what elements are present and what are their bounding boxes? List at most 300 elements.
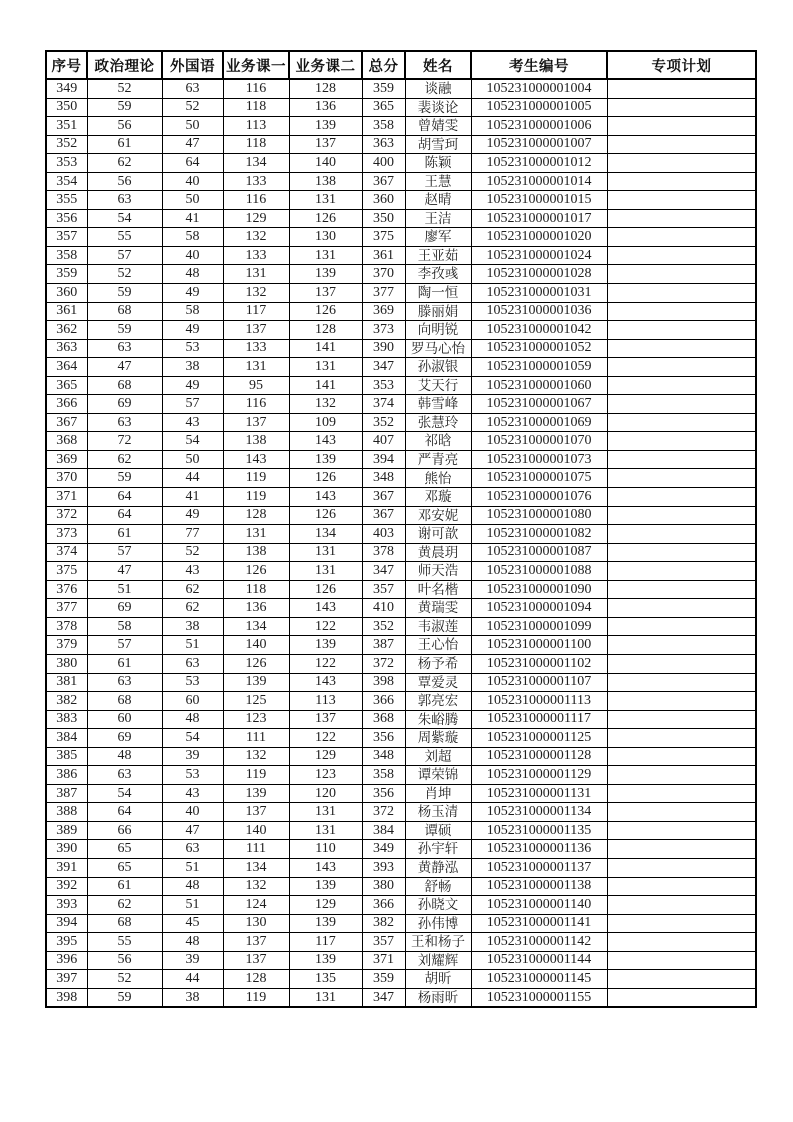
cell-course1-score: 131	[223, 358, 289, 377]
cell-foreign-language-score: 44	[162, 469, 223, 488]
cell-course1-score: 132	[223, 228, 289, 247]
cell-candidate-name: 孙伟博	[405, 914, 471, 933]
cell-candidate-name: 廖军	[405, 228, 471, 247]
cell-foreign-language-score: 43	[162, 784, 223, 803]
cell-politics-score: 54	[87, 784, 162, 803]
cell-special-plan	[607, 172, 756, 191]
cell-candidate-id: 105231000001015	[471, 191, 607, 210]
cell-foreign-language-score: 48	[162, 933, 223, 952]
cell-foreign-language-score: 50	[162, 191, 223, 210]
cell-politics-score: 61	[87, 654, 162, 673]
cell-foreign-language-score: 58	[162, 302, 223, 321]
cell-total-score: 394	[362, 450, 405, 469]
cell-special-plan	[607, 988, 756, 1007]
cell-foreign-language-score: 43	[162, 413, 223, 432]
cell-special-plan	[607, 358, 756, 377]
cell-serial: 364	[46, 358, 87, 377]
cell-course2-score: 139	[289, 877, 362, 896]
cell-special-plan	[607, 228, 756, 247]
table-row	[46, 265, 756, 284]
cell-total-score: 349	[362, 840, 405, 859]
cell-course2-score: 126	[289, 302, 362, 321]
cell-total-score: 378	[362, 543, 405, 562]
cell-course2-score: 132	[289, 395, 362, 414]
cell-course1-score: 124	[223, 896, 289, 915]
table-row	[46, 228, 756, 247]
cell-special-plan	[607, 413, 756, 432]
cell-special-plan	[607, 784, 756, 803]
cell-total-score: 398	[362, 673, 405, 692]
cell-foreign-language-score: 48	[162, 710, 223, 729]
cell-serial: 377	[46, 599, 87, 618]
cell-candidate-name: 熊怡	[405, 469, 471, 488]
cell-course2-score: 122	[289, 654, 362, 673]
cell-politics-score: 55	[87, 228, 162, 247]
table-row	[46, 710, 756, 729]
cell-serial: 349	[46, 79, 87, 98]
cell-candidate-id: 105231000001004	[471, 79, 607, 98]
cell-course2-score: 138	[289, 172, 362, 191]
cell-serial: 370	[46, 469, 87, 488]
cell-candidate-name: 肖坤	[405, 784, 471, 803]
cell-candidate-name: 杨雨昕	[405, 988, 471, 1007]
cell-candidate-id: 105231000001128	[471, 747, 607, 766]
cell-candidate-name: 王亚茹	[405, 246, 471, 265]
cell-special-plan	[607, 506, 756, 525]
table-row	[46, 636, 756, 655]
cell-special-plan	[607, 766, 756, 785]
cell-candidate-id: 105231000001125	[471, 729, 607, 748]
cell-foreign-language-score: 53	[162, 766, 223, 785]
cell-course1-score: 113	[223, 117, 289, 136]
cell-special-plan	[607, 821, 756, 840]
cell-serial: 393	[46, 896, 87, 915]
cell-candidate-id: 105231000001144	[471, 951, 607, 970]
cell-course1-score: 132	[223, 747, 289, 766]
cell-serial: 385	[46, 747, 87, 766]
cell-candidate-name: 邓璇	[405, 488, 471, 507]
table-row	[46, 488, 756, 507]
cell-course2-score: 139	[289, 951, 362, 970]
cell-candidate-name: 胡雪珂	[405, 135, 471, 154]
column-header-foreign-language: 外国语	[162, 51, 223, 79]
cell-politics-score: 59	[87, 321, 162, 340]
cell-candidate-name: 陈颖	[405, 154, 471, 173]
cell-serial: 386	[46, 766, 87, 785]
cell-total-score: 375	[362, 228, 405, 247]
cell-politics-score: 57	[87, 636, 162, 655]
cell-serial: 374	[46, 543, 87, 562]
cell-course1-score: 126	[223, 562, 289, 581]
cell-candidate-name: 王洁	[405, 209, 471, 228]
cell-course1-score: 137	[223, 413, 289, 432]
cell-course2-score: 109	[289, 413, 362, 432]
cell-course1-score: 111	[223, 729, 289, 748]
cell-special-plan	[607, 79, 756, 98]
cell-candidate-name: 李孜彧	[405, 265, 471, 284]
cell-course2-score: 143	[289, 858, 362, 877]
cell-politics-score: 54	[87, 209, 162, 228]
cell-course2-score: 113	[289, 692, 362, 711]
cell-course1-score: 137	[223, 321, 289, 340]
cell-foreign-language-score: 62	[162, 599, 223, 618]
cell-candidate-name: 陶一恒	[405, 284, 471, 303]
cell-course1-score: 132	[223, 877, 289, 896]
cell-candidate-name: 严青亮	[405, 450, 471, 469]
column-header-course2: 业务课二	[289, 51, 362, 79]
cell-candidate-id: 105231000001131	[471, 784, 607, 803]
cell-politics-score: 72	[87, 432, 162, 451]
cell-politics-score: 47	[87, 562, 162, 581]
cell-candidate-name: 杨予希	[405, 654, 471, 673]
cell-candidate-id: 105231000001102	[471, 654, 607, 673]
exam-score-table	[45, 50, 757, 1008]
cell-course1-score: 139	[223, 784, 289, 803]
cell-foreign-language-score: 47	[162, 135, 223, 154]
cell-serial: 380	[46, 654, 87, 673]
cell-politics-score: 69	[87, 729, 162, 748]
cell-course2-score: 126	[289, 469, 362, 488]
cell-candidate-name: 谢可歆	[405, 525, 471, 544]
cell-course2-score: 139	[289, 450, 362, 469]
cell-serial: 356	[46, 209, 87, 228]
cell-total-score: 357	[362, 580, 405, 599]
cell-course1-score: 131	[223, 265, 289, 284]
cell-total-score: 366	[362, 692, 405, 711]
table-row	[46, 79, 756, 98]
table-row	[46, 933, 756, 952]
cell-total-score: 373	[362, 321, 405, 340]
table-row	[46, 172, 756, 191]
cell-total-score: 372	[362, 654, 405, 673]
cell-candidate-id: 105231000001069	[471, 413, 607, 432]
cell-politics-score: 64	[87, 506, 162, 525]
cell-total-score: 365	[362, 98, 405, 117]
cell-candidate-name: 胡昕	[405, 970, 471, 989]
cell-special-plan	[607, 933, 756, 952]
cell-total-score: 410	[362, 599, 405, 618]
cell-course1-score: 138	[223, 432, 289, 451]
cell-total-score: 356	[362, 784, 405, 803]
cell-special-plan	[607, 209, 756, 228]
cell-course1-score: 117	[223, 302, 289, 321]
cell-candidate-id: 105231000001028	[471, 265, 607, 284]
cell-foreign-language-score: 51	[162, 636, 223, 655]
cell-candidate-id: 105231000001094	[471, 599, 607, 618]
cell-foreign-language-score: 39	[162, 747, 223, 766]
cell-special-plan	[607, 432, 756, 451]
table-row	[46, 562, 756, 581]
cell-politics-score: 69	[87, 395, 162, 414]
cell-course2-score: 129	[289, 896, 362, 915]
cell-serial: 389	[46, 821, 87, 840]
table-row	[46, 692, 756, 711]
cell-course1-score: 116	[223, 191, 289, 210]
table-row	[46, 302, 756, 321]
cell-total-score: 370	[362, 265, 405, 284]
cell-candidate-id: 105231000001137	[471, 858, 607, 877]
cell-foreign-language-score: 47	[162, 821, 223, 840]
cell-course1-score: 137	[223, 803, 289, 822]
cell-special-plan	[607, 246, 756, 265]
cell-candidate-name: 郭亮宏	[405, 692, 471, 711]
cell-candidate-id: 105231000001042	[471, 321, 607, 340]
cell-candidate-name: 覃爱灵	[405, 673, 471, 692]
cell-foreign-language-score: 40	[162, 246, 223, 265]
cell-course1-score: 118	[223, 98, 289, 117]
cell-special-plan	[607, 450, 756, 469]
cell-candidate-name: 谭荣锦	[405, 766, 471, 785]
cell-serial: 387	[46, 784, 87, 803]
cell-special-plan	[607, 747, 756, 766]
cell-serial: 395	[46, 933, 87, 952]
cell-serial: 368	[46, 432, 87, 451]
cell-candidate-name: 黄静泓	[405, 858, 471, 877]
cell-foreign-language-score: 39	[162, 951, 223, 970]
cell-politics-score: 51	[87, 580, 162, 599]
cell-serial: 388	[46, 803, 87, 822]
cell-foreign-language-score: 51	[162, 896, 223, 915]
cell-politics-score: 65	[87, 858, 162, 877]
table-row	[46, 858, 756, 877]
cell-politics-score: 68	[87, 376, 162, 395]
cell-total-score: 407	[362, 432, 405, 451]
cell-total-score: 367	[362, 506, 405, 525]
cell-special-plan	[607, 154, 756, 173]
cell-total-score: 403	[362, 525, 405, 544]
cell-course1-score: 118	[223, 135, 289, 154]
column-header-candidate-id: 考生编号	[471, 51, 607, 79]
cell-total-score: 369	[362, 302, 405, 321]
cell-serial: 373	[46, 525, 87, 544]
cell-course1-score: 134	[223, 858, 289, 877]
cell-total-score: 348	[362, 469, 405, 488]
cell-course1-score: 125	[223, 692, 289, 711]
cell-course2-score: 126	[289, 506, 362, 525]
table-row	[46, 766, 756, 785]
cell-candidate-id: 105231000001017	[471, 209, 607, 228]
table-row	[46, 117, 756, 136]
cell-special-plan	[607, 395, 756, 414]
cell-total-score: 347	[362, 988, 405, 1007]
cell-course2-score: 143	[289, 673, 362, 692]
cell-special-plan	[607, 302, 756, 321]
cell-candidate-id: 105231000001117	[471, 710, 607, 729]
table-row	[46, 246, 756, 265]
cell-special-plan	[607, 673, 756, 692]
cell-candidate-name: 黄瑞雯	[405, 599, 471, 618]
cell-politics-score: 52	[87, 970, 162, 989]
cell-candidate-id: 105231000001082	[471, 525, 607, 544]
cell-course1-score: 143	[223, 450, 289, 469]
cell-special-plan	[607, 339, 756, 358]
cell-foreign-language-score: 50	[162, 450, 223, 469]
cell-course2-score: 128	[289, 321, 362, 340]
cell-serial: 394	[46, 914, 87, 933]
cell-candidate-name: 孙晓文	[405, 896, 471, 915]
cell-serial: 350	[46, 98, 87, 117]
cell-candidate-name: 师天浩	[405, 562, 471, 581]
cell-serial: 369	[46, 450, 87, 469]
cell-foreign-language-score: 53	[162, 339, 223, 358]
table-row	[46, 988, 756, 1007]
cell-foreign-language-score: 41	[162, 488, 223, 507]
cell-politics-score: 64	[87, 803, 162, 822]
cell-course2-score: 139	[289, 914, 362, 933]
cell-course2-score: 129	[289, 747, 362, 766]
cell-foreign-language-score: 50	[162, 117, 223, 136]
table-row	[46, 673, 756, 692]
cell-total-score: 384	[362, 821, 405, 840]
cell-candidate-id: 105231000001020	[471, 228, 607, 247]
cell-course2-score: 141	[289, 376, 362, 395]
cell-candidate-id: 105231000001059	[471, 358, 607, 377]
cell-special-plan	[607, 914, 756, 933]
cell-course1-score: 137	[223, 933, 289, 952]
cell-foreign-language-score: 77	[162, 525, 223, 544]
cell-candidate-name: 刘耀辉	[405, 951, 471, 970]
cell-candidate-name: 滕丽娟	[405, 302, 471, 321]
cell-foreign-language-score: 51	[162, 858, 223, 877]
cell-course2-score: 131	[289, 246, 362, 265]
table-row	[46, 784, 756, 803]
table-row	[46, 599, 756, 618]
table-header-row	[46, 51, 756, 79]
table-row	[46, 191, 756, 210]
cell-course2-score: 131	[289, 358, 362, 377]
cell-special-plan	[607, 321, 756, 340]
cell-foreign-language-score: 38	[162, 988, 223, 1007]
cell-serial: 355	[46, 191, 87, 210]
cell-candidate-name: 舒畅	[405, 877, 471, 896]
cell-serial: 372	[46, 506, 87, 525]
cell-course1-score: 133	[223, 172, 289, 191]
cell-candidate-id: 105231000001080	[471, 506, 607, 525]
cell-candidate-name: 王慧	[405, 172, 471, 191]
cell-special-plan	[607, 191, 756, 210]
table-row	[46, 729, 756, 748]
cell-special-plan	[607, 98, 756, 117]
cell-foreign-language-score: 38	[162, 617, 223, 636]
table-row	[46, 580, 756, 599]
cell-course1-score: 123	[223, 710, 289, 729]
table-row	[46, 98, 756, 117]
cell-serial: 379	[46, 636, 87, 655]
cell-course2-score: 143	[289, 432, 362, 451]
cell-course2-score: 141	[289, 339, 362, 358]
cell-candidate-name: 罗马心怡	[405, 339, 471, 358]
cell-candidate-name: 曾婧雯	[405, 117, 471, 136]
cell-foreign-language-score: 54	[162, 729, 223, 748]
cell-total-score: 347	[362, 358, 405, 377]
cell-candidate-id: 105231000001073	[471, 450, 607, 469]
cell-special-plan	[607, 951, 756, 970]
cell-candidate-id: 105231000001142	[471, 933, 607, 952]
cell-course1-score: 119	[223, 988, 289, 1007]
cell-total-score: 357	[362, 933, 405, 952]
table-row	[46, 877, 756, 896]
cell-course1-score: 95	[223, 376, 289, 395]
cell-total-score: 347	[362, 562, 405, 581]
cell-total-score: 358	[362, 766, 405, 785]
cell-candidate-name: 邓安妮	[405, 506, 471, 525]
cell-politics-score: 68	[87, 914, 162, 933]
cell-serial: 383	[46, 710, 87, 729]
cell-serial: 353	[46, 154, 87, 173]
table-row	[46, 284, 756, 303]
cell-foreign-language-score: 58	[162, 228, 223, 247]
cell-course2-score: 123	[289, 766, 362, 785]
column-header-name: 姓名	[405, 51, 471, 79]
cell-special-plan	[607, 803, 756, 822]
cell-candidate-name: 周紫璇	[405, 729, 471, 748]
cell-special-plan	[607, 896, 756, 915]
table-row	[46, 896, 756, 915]
cell-candidate-id: 105231000001113	[471, 692, 607, 711]
cell-total-score: 353	[362, 376, 405, 395]
cell-serial: 360	[46, 284, 87, 303]
table-body	[46, 79, 756, 1007]
cell-foreign-language-score: 54	[162, 432, 223, 451]
cell-politics-score: 56	[87, 117, 162, 136]
cell-foreign-language-score: 49	[162, 284, 223, 303]
cell-foreign-language-score: 48	[162, 265, 223, 284]
cell-candidate-name: 赵晴	[405, 191, 471, 210]
cell-course2-score: 131	[289, 803, 362, 822]
cell-serial: 365	[46, 376, 87, 395]
cell-candidate-id: 105231000001024	[471, 246, 607, 265]
cell-politics-score: 60	[87, 710, 162, 729]
cell-candidate-id: 105231000001136	[471, 840, 607, 859]
cell-serial: 359	[46, 265, 87, 284]
table-row	[46, 970, 756, 989]
cell-candidate-name: 韦淑莲	[405, 617, 471, 636]
cell-total-score: 366	[362, 896, 405, 915]
cell-foreign-language-score: 41	[162, 209, 223, 228]
cell-course1-score: 111	[223, 840, 289, 859]
cell-foreign-language-score: 40	[162, 803, 223, 822]
cell-course2-score: 130	[289, 228, 362, 247]
cell-total-score: 393	[362, 858, 405, 877]
cell-candidate-id: 105231000001138	[471, 877, 607, 896]
cell-candidate-name: 朱峪腾	[405, 710, 471, 729]
cell-politics-score: 61	[87, 877, 162, 896]
cell-candidate-name: 王和杨子	[405, 933, 471, 952]
table-row	[46, 358, 756, 377]
cell-total-score: 356	[362, 729, 405, 748]
cell-candidate-id: 105231000001014	[471, 172, 607, 191]
table-row	[46, 450, 756, 469]
cell-course1-score: 133	[223, 339, 289, 358]
cell-course2-score: 126	[289, 580, 362, 599]
cell-candidate-id: 105231000001134	[471, 803, 607, 822]
cell-special-plan	[607, 729, 756, 748]
table-row	[46, 543, 756, 562]
cell-foreign-language-score: 60	[162, 692, 223, 711]
cell-politics-score: 52	[87, 265, 162, 284]
cell-foreign-language-score: 63	[162, 79, 223, 98]
table-row	[46, 395, 756, 414]
cell-special-plan	[607, 654, 756, 673]
cell-foreign-language-score: 45	[162, 914, 223, 933]
cell-course2-score: 137	[289, 135, 362, 154]
cell-serial: 366	[46, 395, 87, 414]
table-row	[46, 821, 756, 840]
cell-politics-score: 59	[87, 988, 162, 1007]
cell-special-plan	[607, 469, 756, 488]
cell-course2-score: 122	[289, 617, 362, 636]
cell-serial: 363	[46, 339, 87, 358]
